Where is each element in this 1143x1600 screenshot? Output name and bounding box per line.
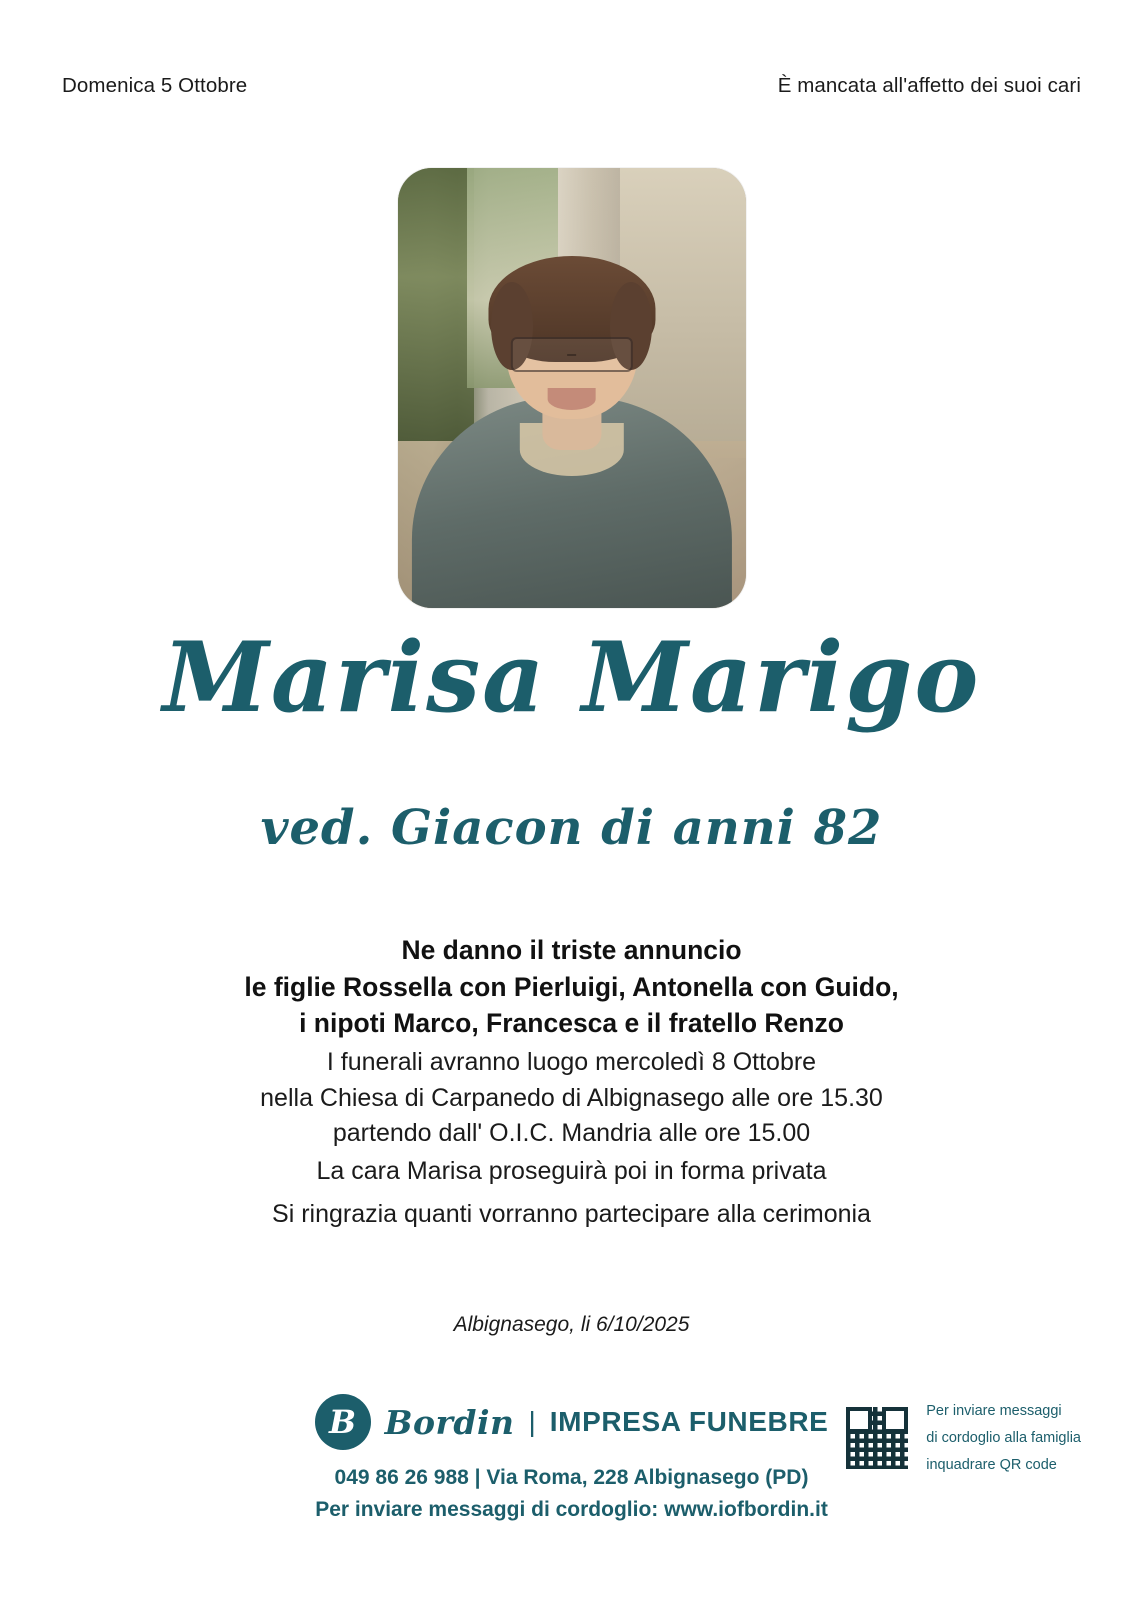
deceased-name: Marisa Marigo	[162, 621, 981, 734]
deceased-subtitle: ved. Giacon di anni 82	[260, 800, 883, 856]
announcement-block	[0, 932, 1143, 1042]
place-and-date: Albignasego, li 6/10/2025	[453, 1313, 690, 1336]
photo-person-glasses	[510, 337, 632, 372]
header-row	[62, 74, 1081, 98]
qr-instructions	[926, 1398, 1081, 1478]
brand-name: Bordin	[384, 1402, 515, 1442]
funeral-line-3: partendo dall' O.I.C. Mandria alle ore 15.00	[332, 1119, 811, 1147]
photo-person-smile	[547, 388, 596, 410]
thanks-note: Si ringrazia quanti vorranno partecipare alla cerimonia	[272, 1200, 871, 1228]
brand-separator: |	[528, 1406, 536, 1437]
contact-website[interactable]: Per inviare messaggi di cordoglio: www.iofbordin.it	[315, 1497, 828, 1521]
funeral-line-1: I funerali avranno luogo mercoledì 8 Ottobre	[326, 1048, 817, 1076]
header-message: È mancata all'affetto dei suoi cari	[777, 74, 1081, 97]
qr-code-icon[interactable]	[846, 1407, 908, 1469]
bordin-logo-icon: B	[315, 1394, 371, 1450]
qr-block	[846, 1398, 1081, 1478]
photo-curtain-left	[398, 168, 475, 441]
announcement-line-2: le figlie Rossella con Pierluigi, Antonella con Guido,	[244, 971, 899, 1002]
funeral-line-2: nella Chiesa di Carpanedo di Albignasego alle ore 15.30	[260, 1083, 883, 1112]
contact-phone-address: 049 86 26 988 | Via Roma, 228 Albignasego (PD)	[334, 1466, 809, 1489]
qr-line-1: Per inviare messaggi	[926, 1403, 1062, 1419]
qr-line-3: inquadrare QR code	[926, 1456, 1057, 1473]
announcement-line-3: i nipoti Marco, Francesca e il fratello Renzo	[299, 1008, 844, 1039]
portrait-image	[398, 168, 746, 608]
qr-line-2: di cordoglio alla famiglia	[926, 1429, 1081, 1446]
funeral-details	[0, 1045, 1143, 1152]
announcement-line-1: Ne danno il triste annuncio	[401, 935, 742, 965]
header-date: Domenica 5 Ottobre	[62, 74, 248, 97]
portrait-photo	[398, 168, 746, 608]
brand-subtitle: IMPRESA FUNEBRE	[549, 1406, 829, 1437]
private-note: La cara Marisa proseguirà poi in forma privata	[316, 1157, 827, 1185]
